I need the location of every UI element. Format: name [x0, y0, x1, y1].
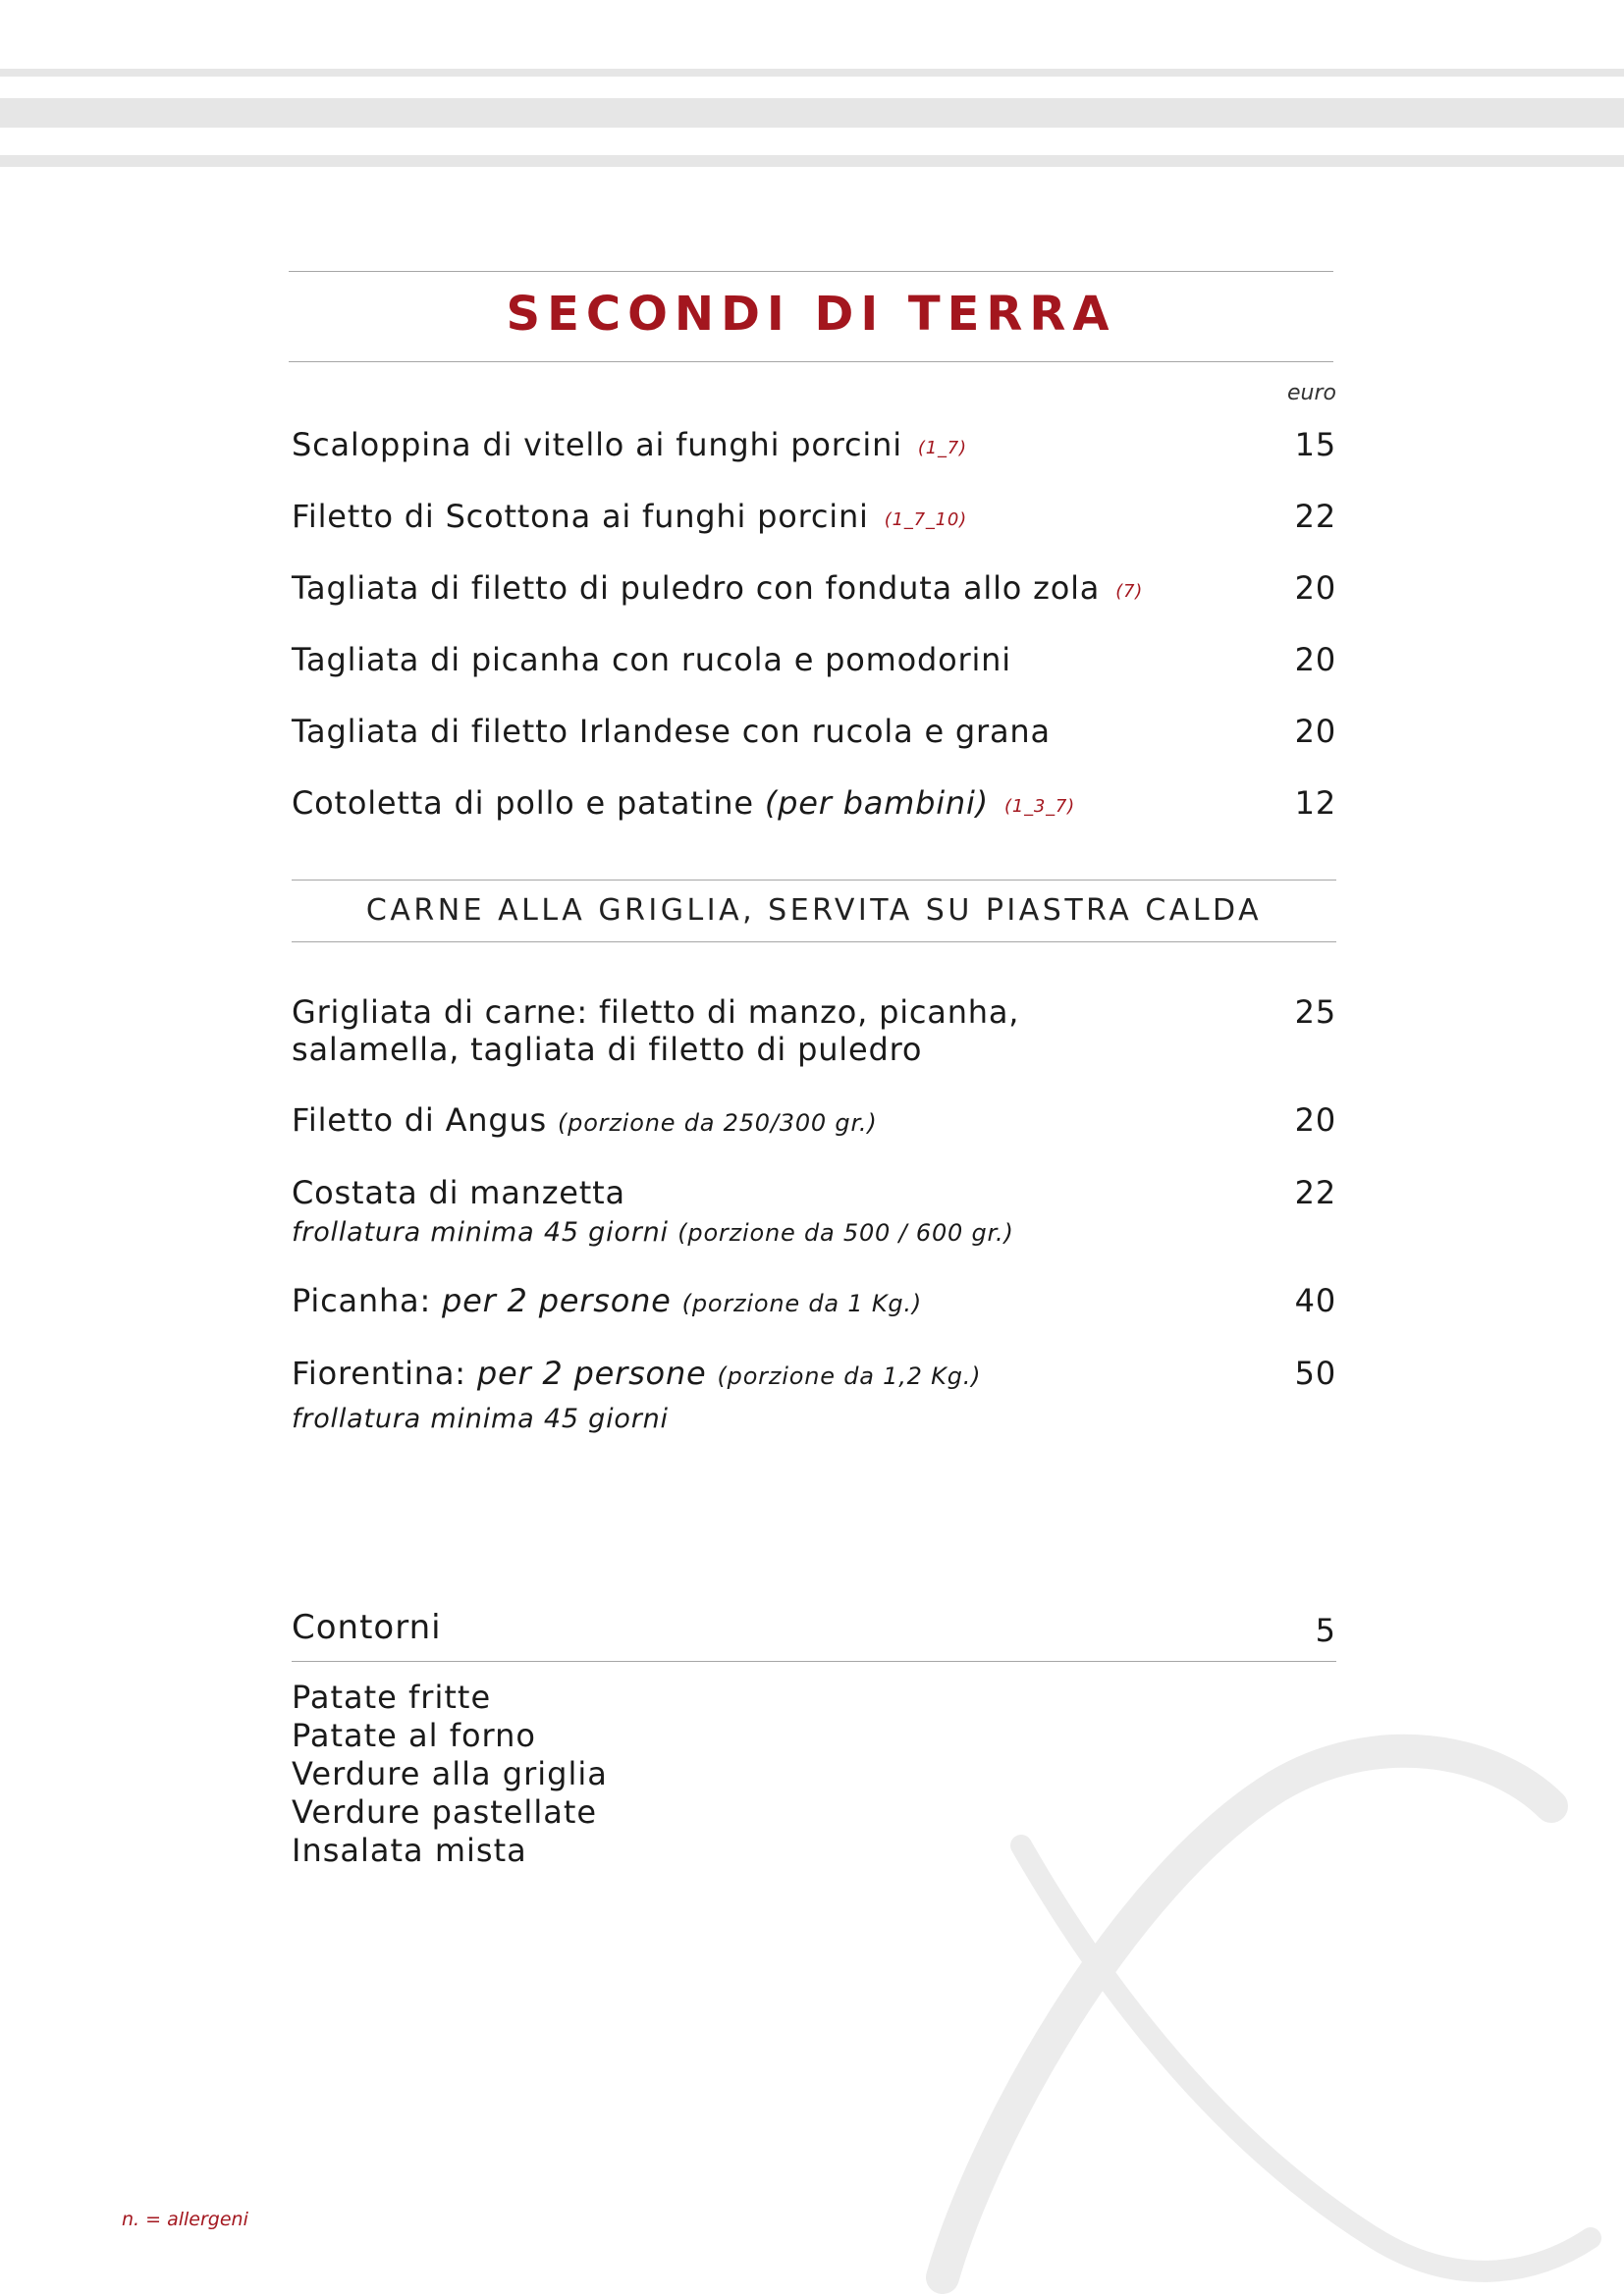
dish-price: 25: [1294, 993, 1336, 1031]
allergen-code: (7): [1115, 581, 1144, 602]
dish-price: 20: [1294, 641, 1336, 678]
aging-note: frollatura minima 45 giorni: [292, 1404, 669, 1434]
sides-price: 5: [1315, 1612, 1336, 1649]
dish-name: Scaloppina di vitello ai funghi porcini: [292, 426, 902, 463]
section-top-rule: [292, 880, 1336, 881]
dish-price: 20: [1294, 1101, 1336, 1139]
section-bottom-rule: [292, 941, 1336, 942]
portion-note: (porzione da 1 Kg.): [681, 1290, 922, 1317]
dish-name: Tagliata di picanha con rucola e pomodorini: [292, 641, 1011, 678]
portion-note: (porzione da 500 / 600 gr.): [677, 1219, 1014, 1247]
dish-price: 15: [1294, 426, 1336, 463]
dish-name: Costata di manzetta: [292, 1174, 625, 1211]
title-top-rule: [289, 271, 1333, 272]
monogram-watermark-icon: [864, 1728, 1624, 2296]
section-title: CARNE ALLA GRIGLIA, SERVITA SU PIASTRA CALDA: [365, 893, 1263, 928]
aging-note: [292, 1217, 1336, 1248]
sides-header: [292, 1608, 1336, 1647]
sides-title: Contorni: [292, 1608, 442, 1647]
allergen-footnote: n. = allergeni: [122, 2209, 248, 2230]
dish-name-continued: salamella, tagliata di filetto di puledro: [292, 1031, 923, 1068]
dish-price: 20: [1294, 569, 1336, 607]
allergen-code: (1_3_7): [1004, 796, 1076, 817]
header-stripe-1: [0, 69, 1624, 77]
dish-name: Tagliata di filetto di puledro con fonduta allo zola: [292, 569, 1101, 607]
menu-item: [292, 1174, 1336, 1248]
dish-name: Grigliata di carne: filetto di manzo, picanha,: [292, 993, 1020, 1031]
aging-text: frollatura minima 45 giorni: [292, 1217, 669, 1248]
list-item: Patate fritte: [292, 1679, 492, 1716]
dish-price: 12: [1294, 784, 1336, 822]
sides-list: [292, 1679, 608, 1870]
list-item: Verdure pastellate: [292, 1793, 598, 1831]
list-item: Insalata mista: [292, 1832, 527, 1869]
menu-item: [292, 569, 1336, 607]
dish-name: Fiorentina:: [292, 1355, 466, 1392]
dish-price: 20: [1294, 713, 1336, 750]
menu-item: [292, 641, 1336, 678]
menu-item: [292, 1282, 1336, 1319]
title-bottom-rule: [289, 361, 1333, 362]
dish-price: 22: [1294, 1174, 1336, 1211]
menu-item: [292, 784, 1336, 822]
menu-item: [292, 498, 1336, 535]
menu-item: [292, 426, 1336, 463]
dish-name: Cotoletta di pollo e patatine: [292, 784, 754, 822]
dish-name: Picanha:: [292, 1282, 432, 1319]
currency-label: euro: [1287, 381, 1336, 405]
dish-name: Filetto di Angus: [292, 1101, 548, 1139]
header-stripe-2: [0, 98, 1624, 128]
menu-item: [292, 1355, 1336, 1434]
header-stripe-3: [0, 155, 1624, 167]
dish-name: Tagliata di filetto Irlandese con rucola e grana: [292, 713, 1051, 750]
serving-note: per 2 persone: [476, 1355, 707, 1392]
portion-note: (porzione da 1,2 Kg.): [717, 1362, 982, 1390]
allergen-code: (1_7): [917, 438, 967, 458]
serving-note: per 2 persone: [442, 1282, 672, 1319]
dish-price: 40: [1294, 1282, 1336, 1319]
sides-rule: [292, 1661, 1336, 1662]
page-title: SECONDI DI TERRA: [506, 287, 1116, 342]
menu-item: [292, 993, 1336, 1068]
portion-note: (porzione da 250/300 gr.): [558, 1109, 878, 1137]
menu-item: [292, 713, 1336, 750]
menu-item: [292, 1101, 1336, 1139]
dish-price: 50: [1294, 1355, 1336, 1392]
dish-price: 22: [1294, 498, 1336, 535]
list-item: Verdure alla griglia: [292, 1755, 608, 1792]
list-item: Patate al forno: [292, 1717, 536, 1754]
allergen-code: (1_7_10): [884, 509, 968, 530]
dish-name: Filetto di Scottona ai funghi porcini: [292, 498, 869, 535]
dish-note: (per bambini): [764, 784, 989, 822]
